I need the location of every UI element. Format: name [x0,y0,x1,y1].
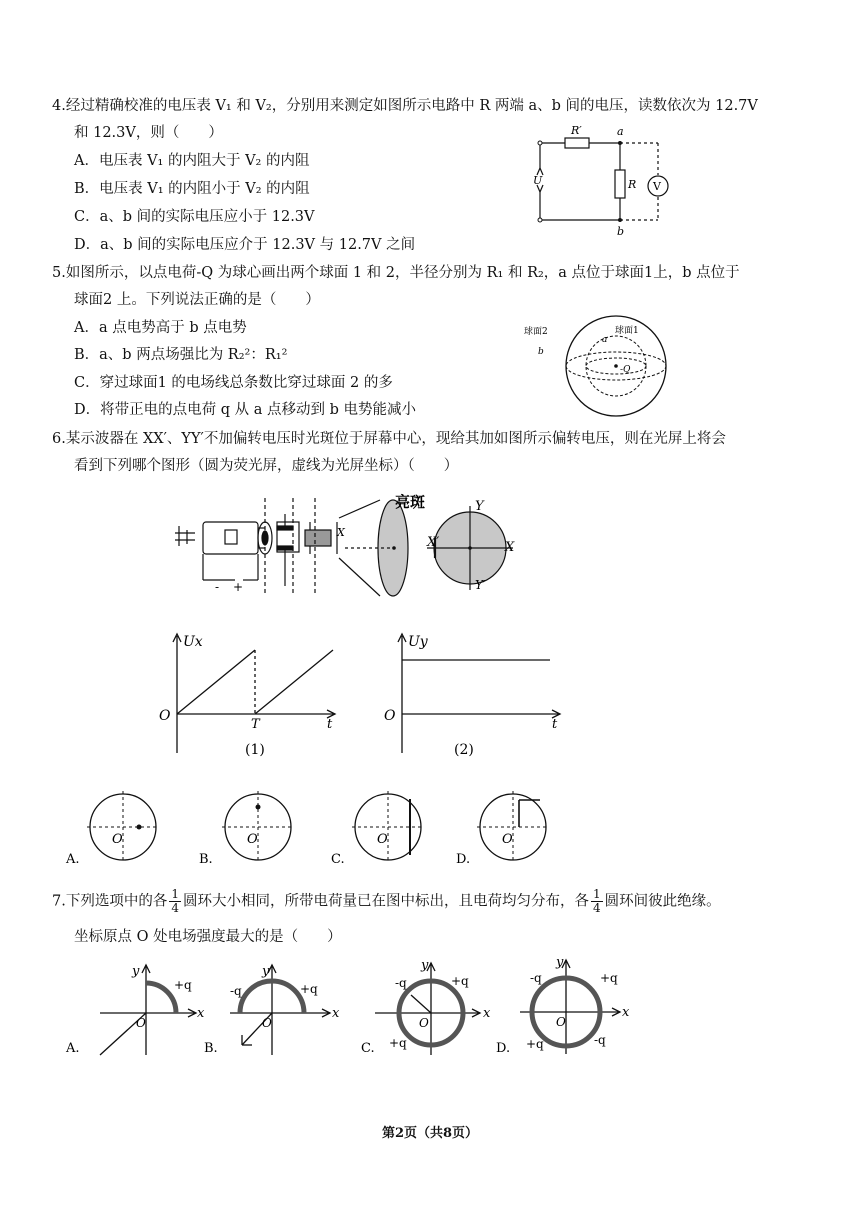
q6-oscilloscope-tube-diagram [165,488,535,608]
q4-option-d: D．a、b 间的实际电压应介于 12.3V 与 12.7V 之间 [74,237,416,253]
q6-choice-c [325,785,435,870]
q6-graph2-ylabel: Uy [408,634,428,650]
q6-choice-a-letter: A. [66,852,80,867]
q7-a-origin: O [136,1016,146,1030]
q6-choice-d-origin: O [502,832,513,847]
q5-option-c: C．穿过球面1 的电场线总条数比穿过球面 2 的多 [74,375,393,391]
q6-graph1-caption: (1) [245,742,265,758]
q7-d-charge-2: +q [600,971,618,985]
q6-graph1-tick-t: T [251,717,260,732]
q7-fraction-1 [169,888,181,915]
q7-b-letter: B. [204,1041,218,1056]
q7-fraction-2 [591,888,603,915]
q5-label-sphere1: 球面1 [615,326,639,336]
q7-d-xlabel: x [622,1005,630,1020]
q6-label-plus: + [233,580,244,594]
q7-d-charge-1: -q [530,971,542,985]
q7-b-xlabel: x [332,1006,340,1021]
q7-b-charge-2: +q [300,982,318,996]
q6-label-x-plate: X [337,526,345,539]
q6-graph2-caption: (2) [454,742,474,758]
q6-graph1-xlabel: t [327,717,333,732]
q7-stem-mid: 圆环大小相同，所带电荷量已在图中标出，且电荷均匀分布，各 [182,893,589,910]
q6-label-y-prime: Y′ [475,578,486,592]
q6-graph2-xlabel: t [552,717,558,732]
page-footer: 第2页（共8页） [381,1126,479,1141]
q7-choice-d [490,950,640,1060]
q4-circuit-diagram [525,120,675,240]
q7-d-charge-4: -q [594,1033,606,1047]
q5-option-d: D．将带正电的点电荷 q 从 a 点移动到 b 电势能减小 [74,402,416,418]
q4-label-a: a [617,125,624,138]
q5-label-b: b [538,347,544,357]
q5-label-charge: -Q [620,365,631,375]
q6-stem-line1: 6.某示波器在 XX′、YY′不加偏转电压时光斑位于屏幕中心，现给其加如图所示偏转电压，则在光屏上将会 [52,431,726,447]
q7-choice-c [355,955,505,1060]
q6-graph-uy [380,628,570,768]
q7-fraction-2-num: 1 [592,887,601,901]
q5-option-b: B．a、b 两点场强比为 R₂²：R₁² [74,347,288,363]
q6-choice-b-origin: O [247,832,258,847]
q6-stem-line2: 看到下列哪个图形（圆为荧光屏，虚线为光屏坐标）（ ） [74,458,459,474]
q7-c-xlabel: x [483,1006,491,1021]
q7-choice-b [200,955,350,1060]
q5-label-a: a [602,335,608,345]
q4-option-b: B．电压表 V₁ 的内阻小于 V₂ 的内阻 [74,181,310,197]
q5-stem-line2: 球面2 上。下列说法正确的是（ ） [74,292,320,308]
q7-b-ylabel: y [262,964,270,979]
q7-c-charge-2: +q [451,974,469,988]
q7-stem-post: 圆环间彼此绝缘。 [604,893,721,910]
q7-a-xlabel: x [197,1006,205,1021]
q4-label-r-prime: R′ [571,124,582,137]
q6-choice-d [450,785,560,870]
q7-a-letter: A. [66,1041,80,1056]
q6-graph-ux [155,628,345,768]
q7-c-letter: C. [361,1041,375,1056]
q7-fraction-1-num: 1 [171,887,179,901]
q6-choice-a-origin: O [112,832,123,847]
q4-stem-line2: 和 12.3V，则（ ） [74,125,223,141]
q7-b-charge-1: -q [230,984,242,998]
q6-graph1-ylabel: Ux [183,634,203,650]
q7-fraction-2-den: 4 [592,901,601,915]
q4-voltmeter-icon: V [653,180,661,193]
q6-choice-a [60,785,170,870]
q7-d-origin: O [556,1015,566,1029]
q7-d-letter: D. [496,1041,511,1056]
q4-label-b: b [617,225,625,238]
q6-label-y: Y [475,499,484,514]
q4-option-a: A．电压表 V₁ 的内阻大于 V₂ 的内阻 [74,153,310,169]
q7-c-ylabel: y [421,958,429,973]
q7-a-ylabel: y [132,964,140,979]
q4-label-r: R [628,178,637,191]
q7-choice-a [60,955,210,1060]
q7-d-charge-3: +q [526,1037,544,1051]
q7-d-ylabel: y [556,955,564,970]
q7-fraction-1-den: 4 [171,901,179,915]
q6-label-bright-spot: 亮斑 [395,493,426,511]
q4-label-u: U [533,174,543,187]
q7-stem-line1 [52,888,721,915]
q7-a-charge-1: +q [174,978,192,992]
q6-graph2-origin: O [384,708,396,724]
q6-choice-c-letter: C. [331,852,345,867]
q6-choice-d-letter: D. [456,852,471,867]
q7-c-charge-1: -q [395,976,407,990]
q5-stem-line1: 5.如图所示，以点电荷-Q 为球心画出两个球面 1 和 2，半径分别为 R₁ 和 R₂，a 点位于球面1上，b 点位于 [52,265,740,281]
q5-label-sphere2: 球面2 [524,327,548,337]
q4-stem-line1: 4.经过精确校准的电压表 V₁ 和 V₂，分别用来测定如图所示电路中 R 两端 a、b 间的电压，读数依次为 12.7V [52,98,758,114]
q6-choice-b [195,785,305,870]
q7-stem-pre: 7.下列选项中的各 [52,893,168,910]
q6-label-x-prime: X′ [427,535,440,550]
q5-option-a: A．a 点电势高于 b 点电势 [74,320,247,336]
q6-label-x: X [505,540,515,555]
q7-c-origin: O [419,1016,429,1030]
q7-b-origin: O [262,1016,272,1030]
q6-choice-b-letter: B. [199,852,213,867]
q5-sphere-diagram [520,310,670,422]
q6-label-minus: - [215,580,220,594]
q7-c-charge-3: +q [389,1036,407,1050]
q6-graph1-origin: O [159,708,171,724]
q4-option-c: C．a、b 间的实际电压应小于 12.3V [74,209,315,225]
q7-stem-line2: 坐标原点 O 处电场强度最大的是（ ） [74,929,342,945]
q6-choice-c-origin: O [377,832,388,847]
